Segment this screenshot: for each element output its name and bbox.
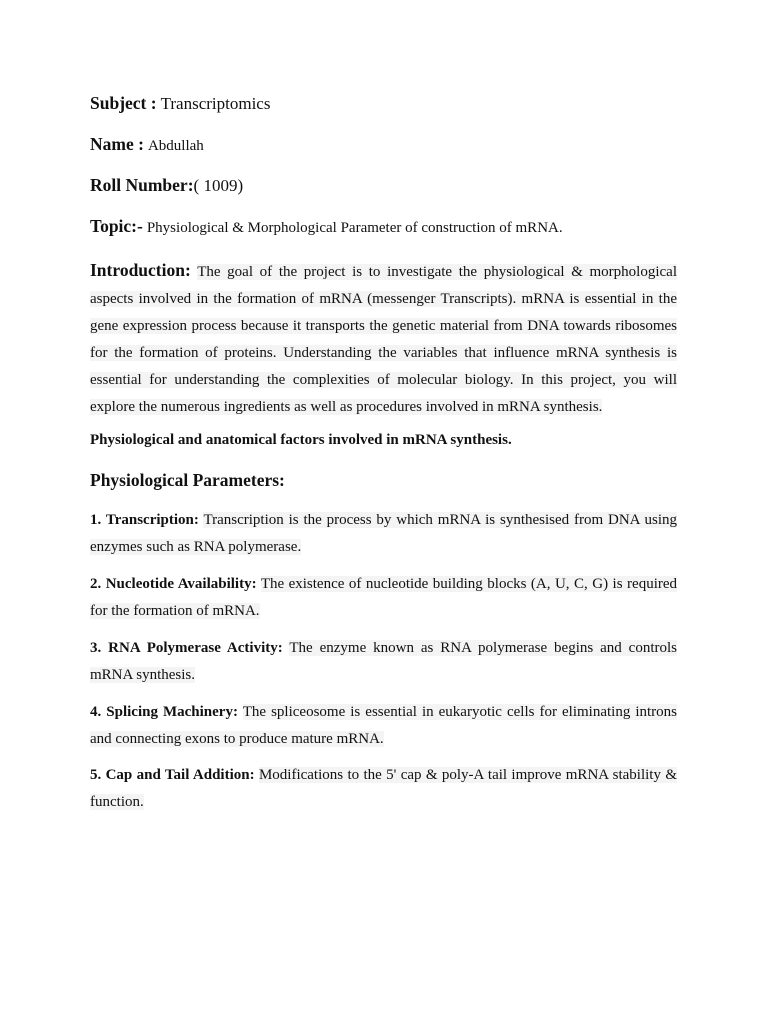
parameter-item-5-text: Modifications to the 5' cap & poly-A tail improve mRNA stability & function. xyxy=(90,767,677,810)
introduction-text: The goal of the project is to investigate the physiological & morphological aspects involved in the formation of mRNA (messenger Transcripts). mRNA is essential in the gene expression process because it transports the genetic material from DNA towards ribosomes for the formation of proteins. Understanding the variables that influence mRNA synthesis is essential for understanding the complexities of molecular biology. In this project, you will explore the numerous ingredients as well as procedures involved in mRNA synthesis. xyxy=(90,264,677,415)
roll-number-label: Roll Number: xyxy=(90,175,194,195)
physiological-parameters-heading: Physiological Parameters: xyxy=(90,470,285,490)
topic-label: Topic:- xyxy=(90,216,143,236)
name-label: Name : xyxy=(90,134,144,154)
topic-line xyxy=(90,216,563,237)
parameter-item-1 xyxy=(90,507,677,561)
parameter-item-4-label: 4. Splicing Machinery: xyxy=(90,704,238,720)
parameter-item-2-label: 2. Nucleotide Availability: xyxy=(90,576,257,592)
parameter-item-3 xyxy=(90,635,677,689)
roll-number-value: ( 1009) xyxy=(193,176,244,195)
topic-value: Physiological & Morphological Parameter of construction of mRNA. xyxy=(146,220,563,236)
parameter-item-2 xyxy=(90,571,677,625)
subject-line xyxy=(90,93,270,114)
parameter-item-3-text: The enzyme known as RNA polymerase begins and controls mRNA synthesis. xyxy=(90,640,678,683)
parameter-item-1-text: Transcription is the process by which mRNA is synthesised from DNA using enzymes such as RNA polymerase. xyxy=(90,512,678,555)
factors-heading: Physiological and anatomical factors involved in mRNA synthesis. xyxy=(90,432,512,448)
parameter-item-3-label: 3. RNA Polymerase Activity: xyxy=(90,640,283,656)
subject-value: Transcriptomics xyxy=(160,94,271,113)
parameter-item-2-text: The existence of nucleotide building blocks (A, U, C, G) is required for the formation of mRNA. xyxy=(90,576,678,619)
parameter-item-5-label: 5. Cap and Tail Addition: xyxy=(90,767,255,783)
name-line xyxy=(90,134,204,155)
parameter-item-4-text: The spliceosome is essential in eukaryotic cells for eliminating introns and connecting exons to produce mature mRNA. xyxy=(90,704,678,747)
parameter-item-5 xyxy=(90,762,677,816)
parameter-item-1-label: 1. Transcription: xyxy=(90,512,199,528)
subject-label: Subject : xyxy=(90,93,157,113)
parameter-item-4 xyxy=(90,699,677,753)
introduction-label: Introduction: xyxy=(90,260,191,280)
introduction-paragraph xyxy=(90,257,677,421)
name-value: Abdullah xyxy=(147,138,204,154)
roll-number-line xyxy=(90,175,243,196)
